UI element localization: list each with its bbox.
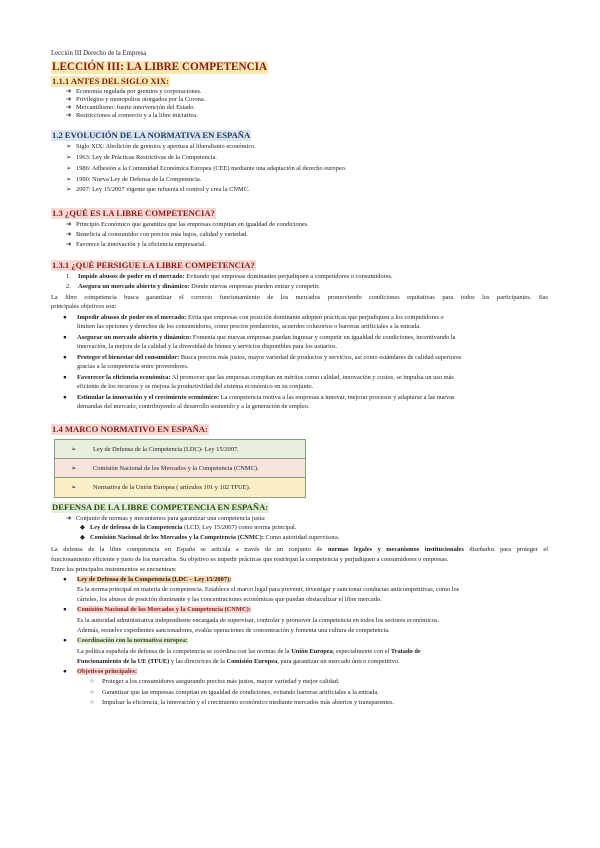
bullet-icon: ●	[63, 314, 67, 321]
bullet-icon: ●	[63, 334, 67, 341]
bullet-continuation: innovación, la mejora de la calidad y la diversidad de bienes y servicios disponibles para los usuarios.	[77, 343, 338, 350]
paragraph: funcionamiento eficiente y justo de los mercados. Su objetivo es impedir prácticas que restrinjan la competencia y perjudiquen a consumidores o empresas.	[51, 556, 449, 563]
list-item: ➔ Economía regulada por gremios y corporaciones.	[66, 88, 202, 95]
bullet-item: ● Proteger el bienestar del consumidor: Busca precios más justos, mayor variedad de productos y servicios, así como estándares de calidad superiores	[63, 354, 462, 361]
bullet-icon: ●	[63, 668, 67, 675]
list-item: ➢ 1963: Ley de Prácticas Restrictivas de la Competencia.	[66, 154, 217, 161]
section-heading-what-is: 1.3 ¿QUÉ ES LA LIBRE COMPETENCIA?	[52, 208, 215, 218]
sub-list-item: ◆ Ley de defensa de la Competencia (LCD, Ley 15/2007) como norma principal.	[80, 524, 297, 531]
paragraph: La defensa de la libre competencia en España se articula a través de un conjunto de normas legales y mecanismos institucionales diseñados para proteger el	[51, 546, 548, 553]
circle-bullet-icon: ○	[90, 678, 94, 685]
bullet-item: ● Comisión Nacional de los Mercados y la Competencia (CNMC):	[63, 606, 251, 613]
chevron-right-icon: ➢	[66, 154, 72, 161]
list-item: ➢ 1986: Adhesión a la Comunidad Económica Europea (CEE) mediante una adaptación al derecho europeo.	[66, 165, 347, 172]
numbered-item: 2. Asegura un mercado abierto y dinámico: Donde nuevas empresas pueden entrar y competir.	[66, 283, 320, 290]
bullet-icon: ●	[63, 606, 67, 613]
paragraph: principales objetivos son:	[51, 303, 117, 310]
framework-box-ldc: ➢ Ley de Defensa de la Competencia (LDC)- Ley 15/2007.	[54, 439, 306, 460]
bullet-icon: ●	[63, 394, 67, 401]
bullet-continuation: La política española de defensa de la competencia se coordina con las normas de la Unión Europea, especialmente con el Tratado de	[77, 648, 421, 655]
bullet-icon: ●	[63, 637, 67, 644]
bullet-continuation: cárteles, los abusos de posición dominante y las concentraciones económicas que puedan obstaculizar el libre mercado.	[77, 596, 382, 603]
arrow-icon: ➔	[66, 231, 72, 238]
bullet-item: ● Ley de Defensa de la Competencia (LDC – Ley 15/2007):	[63, 576, 232, 583]
list-item: ➔ Favorece la innovación y la eficiencia empresarial.	[66, 241, 207, 248]
arrow-icon: ➔	[66, 88, 72, 95]
bullet-continuation: Funcionamiento de la UE (TFUE) y las directrices de la Comisión Europea, para garantizar un mercado único competitivo.	[77, 658, 400, 665]
chevron-right-icon: ➢	[71, 446, 77, 453]
bullet-item: ● Estimular la innovación y el crecimiento económico: La competencia motiva a las empresas a innovar, mejorar procesos y adaptarse a las nuevas	[63, 394, 455, 401]
framework-box-cnmc: ➢ Comisión Nacional de los Mercados y la Competencia (CNMC).	[54, 458, 306, 479]
list-item: ➔ Conjunto de normas y mecanismos para garantizar una competencia justa:	[66, 515, 266, 522]
arrow-icon: ➔	[66, 221, 72, 228]
diamond-icon: ◆	[80, 534, 85, 541]
paragraph: La libre competencia busca garantizar el correcto funcionamiento de los mercados promoviendo condiciones equitativas para todos los participantes. Sus	[51, 294, 548, 301]
bullet-continuation: Es la autoridad administrativa independiente encargada de supervisar, controlar y promover la competencia en todos los sectores económicos.	[77, 617, 440, 624]
sub-list-item: ◆ Comisión Nacional de los Mercados y la Competencia (CNMC): Como autoridad supervisora.	[80, 534, 340, 541]
section-heading-defense: DEFENSA DE LA LIBRE COMPETENCIA EN ESPAÑA:	[52, 502, 269, 512]
framework-box-eu: ➢ Normativa de la Unión Europea ( artículos 101 y 102 TFUE).	[54, 477, 306, 498]
list-item: ➔ Restricciones al comercio y a la libre iniciativa.	[66, 112, 198, 119]
list-item: ➢ Siglo XIX: Abolición de gremios y apertura al liberalismo económico.	[66, 143, 256, 150]
section-heading-pursues: 1.3.1 ¿QUÉ PERSIGUE LA LIBRE COMPETENCIA?	[52, 260, 255, 270]
chevron-right-icon: ➢	[66, 176, 72, 183]
section-heading-framework: 1.4 MARCO NORMATIVO EN ESPAÑA:	[52, 424, 208, 434]
bullet-continuation: limiten las opciones y derechos de los consumidores, como precios predatorios, acuerdos colusorios o barreras artificiales a la entrada.	[77, 323, 421, 330]
chevron-right-icon: ➢	[66, 186, 72, 193]
bullet-item: ● Favorecer la eficiencia económica: Al promover que las empresas compitan en méritos como calidad, innovación y costos, se impulsa un uso más	[63, 374, 454, 381]
bullet-continuation: demandas del mercado, contribuyendo al desarrollo sostenido y a la generación de empleo.	[77, 403, 310, 410]
section-heading-evolution: 1.2 EVOLUCIÓN DE LA NORMATIVA EN ESPAÑA	[52, 130, 251, 140]
list-item: ○ Proteger a los consumidores asegurando precios más justos, mayor variedad y mejor calidad.	[90, 678, 340, 685]
list-item: ➢ 1990: Nueva Ley de Defensa de la Competencia.	[66, 176, 202, 183]
section-heading-before-xix: 1.1.1 ANTES DEL SIGLO XIX:	[52, 76, 170, 86]
bullet-item: ● Asegurar un mercado abierto y dinámico: Fomenta que nuevas empresas puedan ingresar y competir en igualdad de condiciones, incentivando la	[63, 334, 456, 341]
list-item: ➔ Privilegios y monopolios otorgados por la Corona.	[66, 96, 206, 103]
list-item: ➢ 2007: Ley 15/2007 vigente que refuerza el control y crea la CNMC.	[66, 186, 250, 193]
chevron-right-icon: ➢	[66, 143, 72, 150]
bullet-icon: ●	[63, 374, 67, 381]
numbered-item: 1. Impide abusos de poder en el mercado: Evitando que empresas dominantes perjudiquen a competidores o consumidores.	[66, 273, 393, 280]
page-title: LECCIÓN III: LA LIBRE COMPETENCIA	[52, 61, 268, 73]
arrow-icon: ➔	[66, 112, 72, 119]
arrow-icon: ➔	[66, 241, 72, 248]
arrow-icon: ➔	[66, 104, 72, 111]
breadcrumb: Lección III Derecho de la Empresa	[51, 50, 147, 57]
chevron-right-icon: ➢	[71, 465, 77, 472]
chevron-right-icon: ➢	[66, 165, 72, 172]
circle-bullet-icon: ○	[90, 699, 94, 706]
bullet-item: ● Impedir abusos de poder en el mercado: Evita que empresas con posición dominante adopten prácticas que perjudiquen a los competidores o	[63, 314, 444, 321]
arrow-icon: ➔	[66, 515, 72, 522]
list-item: ➔ Principio Económico que garantiza que las empresas compitan en igualdad de condiciones.	[66, 221, 309, 228]
list-item: ➔ Beneficia al consumidor con precios más bajos, calidad y variedad.	[66, 231, 248, 238]
list-item: ○ Garantizar que las empresas compitan en igualdad de condiciones, evitando barreras artificiales a la entrada.	[90, 689, 379, 696]
bullet-icon: ●	[63, 354, 67, 361]
chevron-right-icon: ➢	[71, 484, 77, 491]
circle-bullet-icon: ○	[90, 689, 94, 696]
diamond-icon: ◆	[80, 524, 85, 531]
bullet-continuation: Además, resuelve expedientes sancionadores, evalúa operaciones de concentración y fomenta una cultura de competencia.	[77, 627, 390, 634]
arrow-icon: ➔	[66, 96, 72, 103]
list-item: ➔ Mercantilismo: fuerte intervención del Estado.	[66, 104, 196, 111]
paragraph: Entre los principales instrumentos se encuentran:	[51, 566, 177, 573]
list-item: ○ Impulsar la eficiencia, la innovación y el crecimiento económico mediante mercados más abiertos y transparentes.	[90, 699, 395, 706]
bullet-continuation: gracias a la competencia entre proveedores.	[77, 363, 189, 370]
bullet-item: ● Coordinación con la normativa europea:	[63, 637, 188, 644]
bullet-icon: ●	[63, 576, 67, 583]
bullet-continuation: eficiente de los recursos y se mejora la productividad del sistema económico en su conjunto.	[77, 383, 314, 390]
bullet-continuation: Es la norma principal en materia de competencia. Establece el marco legal para prevenir, investigar y sancionar conductas anticompetitivas, como los	[77, 586, 460, 593]
bullet-item: ● Objetivos principales:	[63, 668, 138, 675]
